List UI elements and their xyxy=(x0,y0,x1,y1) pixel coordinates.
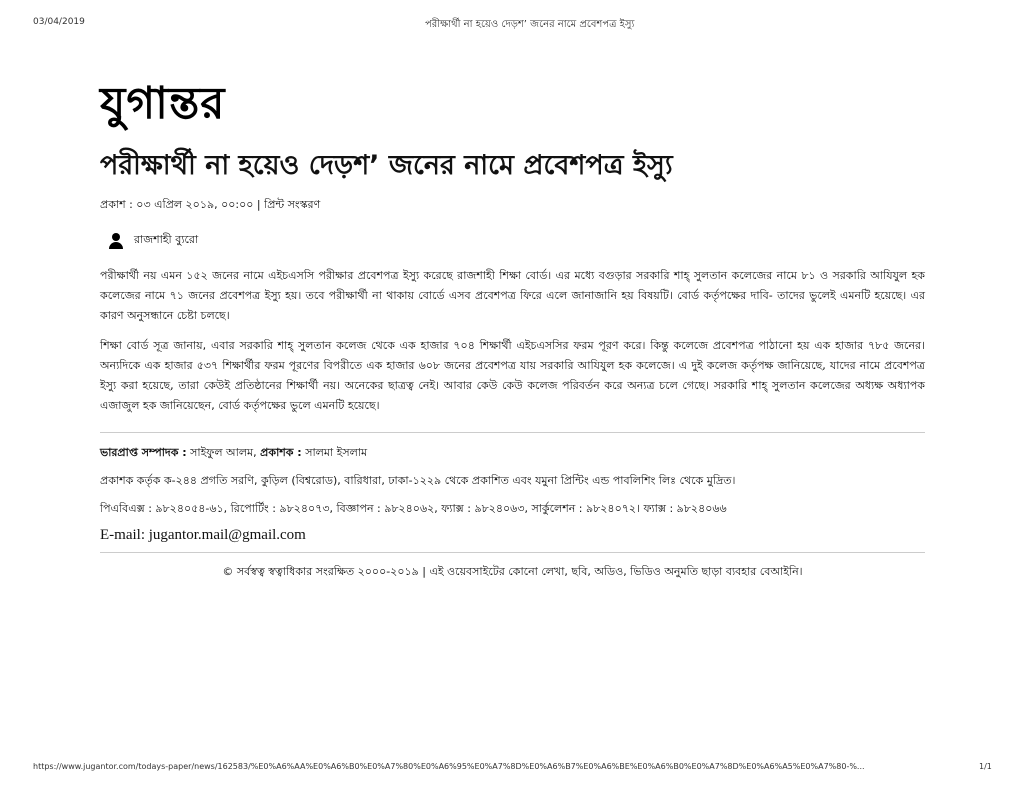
divider xyxy=(100,432,925,433)
print-url: https://www.jugantor.com/todays-paper/news/162583/%E0%A6%AA%E0%A6%B0%E0%A7%80%E0%A6%95%E0%A7%8D%E0%A6%B7%E0%A6%BE%E0%A6%B0%E0%A7%8D%E0%A6%A5%E0%A7%80-%... xyxy=(33,762,865,771)
page-number: 1/1 xyxy=(979,762,992,771)
jugantor-logo[interactable]: যুগান্তর xyxy=(100,78,226,129)
article-paragraph: পরীক্ষার্থী নয় এমন ১৫২ জনের নামে এইচএসসি পরীক্ষার প্রবেশপত্র ইস্যু করেছে রাজশাহী শিক্ষা বোর্ড। এর মধ্যে বগুড়ার সরকারি শাহ্ সুলতান কলেজের নামে ৮১ ও সরকারি আযিযুল হক কলেজের নামে ৭১ জনের প্রবেশপত্র ইস্যু হয়। তবে পরীক্ষার্থী না থাকায় বোর্ডে এসব প্রবেশপত্র ফিরে এলে জানাজানি হয় বিষয়টি। বোর্ড কর্তৃপক্ষের দাবি- তাদের ভুলেই এমনটি হয়েছে। এর কারণ অনুসন্ধানে চেষ্টা চলছে। xyxy=(100,269,925,322)
article-paragraph: শিক্ষা বোর্ড সূত্র জানায়, এবার সরকারি শাহ্ সুলতান কলেজ থেকে এক হাজার ৭০৪ শিক্ষার্থী এইচএসসির ফরম পূরণ করে। কিন্তু কলেজে প্রবেশপত্র পাঠানো হয় এক হাজার ৭৮৫ জনের। অন্যদিকে এক হাজার ৫৩৭ শিক্ষার্থীর ফরম পূরণের বিপরীতে এক হাজার ৬০৮ জনের প্রবেশপত্র যায় সরকারি আযিযুল হক কলেজে। এ দুই কলেজ কর্তৃপক্ষ জানিয়েছে, যাদের নামে প্রবেশপত্র ইস্যু করা হয়েছে, তারা কেউই প্রতিষ্ঠানের শিক্ষার্থী নয়। অনেকের ছাত্রত্ব নেই। আবার কেউ কেউ কলেজ পরিবর্তন করে অন্যত্র চলে গেছে। সরকারি শাহ্ সুলতান কলেজের অধ্যক্ষ অধ্যাপক এজাজুল হক জানিয়েছেন, বোর্ড কর্তৃপক্ষের ভুলে এমনটি হয়েছে। xyxy=(100,339,925,412)
print-page-title: পরীক্ষার্থী না হয়েও দেড়শ’ জনের নামে প্রবেশপত্র ইস্যু xyxy=(425,19,635,30)
author-byline xyxy=(100,231,925,250)
user-icon xyxy=(108,233,124,249)
phone-line: পিএবিএক্স : ৯৮২৪০৫৪-৬১, রিপোর্টিং : ৯৮২৪০৭৩, বিজ্ঞাপন : ৯৮২৪০৬২, ফ্যাক্স : ৯৮২৪০৬৩, সার্কুলেশন : ৯৮২৪০৭২। ফ্যাক্স : ৯৮২৪০৬৬ xyxy=(100,502,727,515)
editor-line xyxy=(100,445,925,461)
publisher-label: প্রকাশক : xyxy=(260,446,302,459)
email-line: E-mail: jugantor.mail@gmail.com xyxy=(100,527,306,543)
author-name: রাজশাহী ব্যুরো xyxy=(134,233,199,246)
article-page xyxy=(100,78,925,582)
print-date: 03/04/2019 xyxy=(33,17,85,27)
article-title: পরীক্ষার্থী না হয়েও দেড়শ’ জনের নামে প্রবেশপত্র ইস্যু xyxy=(100,150,673,181)
publish-info: প্রকাশ : ০৩ এপ্রিল ২০১৯, ০০:০০ | প্রিন্ট সংস্করণ xyxy=(100,198,321,211)
address-line: প্রকাশক কর্তৃক ক-২৪৪ প্রগতি সরণি, কুড়িল (বিশ্বরোড), বারিধারা, ঢাকা-১২২৯ থেকে প্রকাশিত এবং যমুনা প্রিন্টিং এন্ড পাবলিশিং লিঃ থেকে মুদ্রিত। xyxy=(100,474,736,487)
copyright: © সর্বস্বত্ব স্বত্বাধিকার সংরক্ষিত ২০০০-২০১৯ | এই ওয়েবসাইটের কোনো লেখা, ছবি, অডিও, ভিডিও অনুমতি ছাড়া ব্যবহার বেআইনি। xyxy=(222,565,803,578)
editor-name: সাইফুল আলম, xyxy=(186,446,261,459)
divider xyxy=(100,552,925,553)
editor-label: ভারপ্রাপ্ত সম্পাদক : xyxy=(100,446,187,459)
publisher-name: সালমা ইসলাম xyxy=(301,446,368,459)
